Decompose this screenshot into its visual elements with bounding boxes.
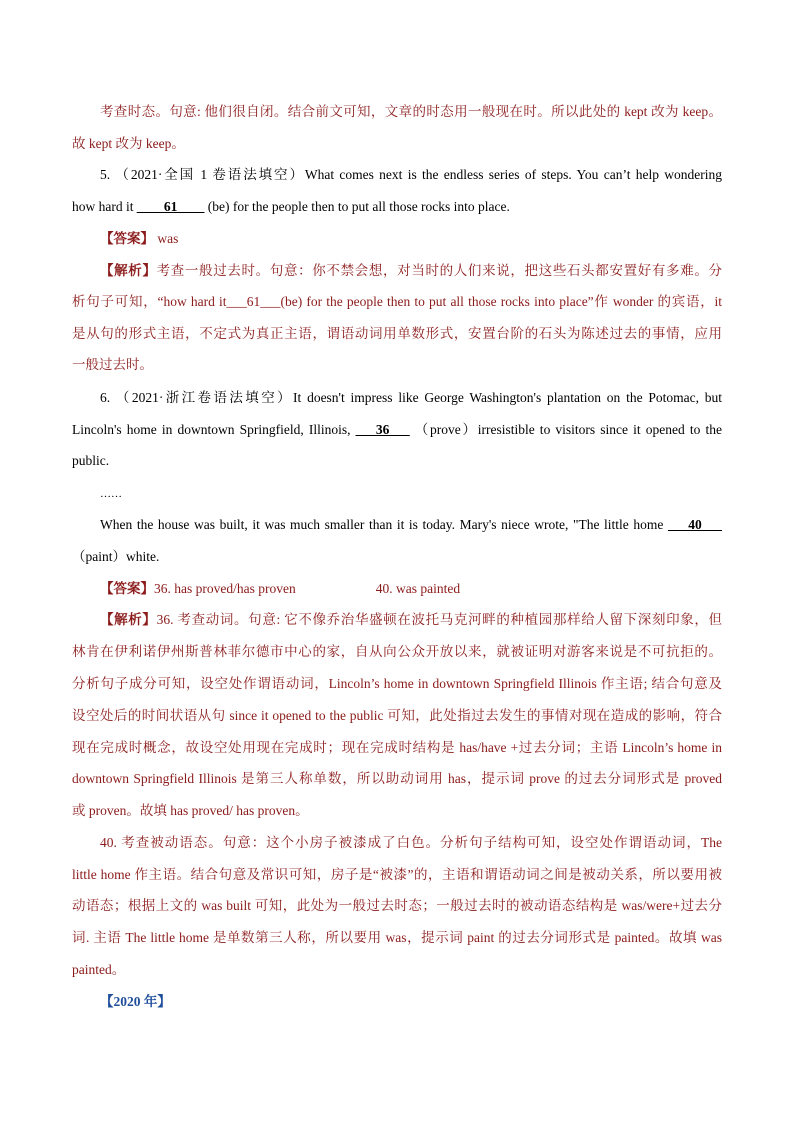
analysis-line [100,610,722,630]
analysis-line: 分析句子成分可知，设空处作谓语动词，Lincoln’s home in downtown Springfield Illinois 作主语; 结合句意及 [72,676,722,691]
analysis-line [100,261,722,281]
question-6-line-4 [100,515,722,535]
text-span: (be) for the people then to put all those rocks into place. [204,199,510,214]
answer-line [100,579,722,599]
question-5-line-2 [72,197,722,217]
analysis-line: 或 proven。故填 has proved/ has proven。 [72,803,309,818]
analysis-line: 是从句的形式主语，不定式为真正主语，谓语动词用单数形式，安置台阶的石头为陈述过去的事情，应用 [72,326,722,341]
blank-36: ___36___ [355,422,410,437]
blank-40: ___40___ [668,517,722,532]
question-6-line-2 [72,420,722,440]
answer-tag: 【答案】 [100,231,154,246]
analysis-tag: 【解析】 [100,612,157,627]
analysis-line: 设空处后的时间状语从句 since it opened to the public 可知，此处指过去发生的事情对现在造成的影响，符合 [72,708,722,723]
ellipsis: …… [100,488,122,500]
analysis-line: 词. 主语 The little home 是单数第三人称，所以要用 was，提示词 paint 的过去分词形式是 painted。故填 was [72,930,722,945]
section-heading-2020: 【2020 年】 [100,994,171,1009]
analysis-text: 36. 考查动词。句意: 它不像乔治华盛顿在波托马克河畔的种植园那样给人留下深刻印象，但 [156,612,722,627]
text-span: When the house was built, it was much smaller than it is today. Mary's niece wrote, "The little home [100,517,668,532]
text-span: （prove）irresistible to visitors since it opened to the [409,422,722,437]
analysis-line: little home 作主语。结合句意及常识可知，房子是“被漆”的，主语和谓语动词之间是被动关系，所以要用被 [72,867,722,882]
analysis-tag: 【解析】 [100,263,157,278]
analysis-line: 动语态；根据上文的 was built 可知，此处为一般过去时态；一般过去时的被动语态结构是 was/were+过去分 [72,898,722,913]
analysis-line: 现在完成时概念，故设空处用现在完成时；现在完成时结构是 has/have +过去分词；主语 Lincoln’s home in [72,740,722,755]
analysis-line: downtown Springfield Illinois 是第三人称单数，所以助动词用 has，提示词 prove 的过去分词形式是 proved [72,771,722,786]
text-line: 故 kept 改为 keep。 [72,136,185,151]
question-6-line-3: public. [72,453,110,468]
analysis-line: 林肯在伊利诺伊州斯普林菲尔德市中心的家，自从向公众开放以来，就被证明对游客来说是不可抗拒的。 [72,644,722,659]
question-5-line-1: 5. （2021·全国 1 卷语法填空）What comes next is the endless series of steps. You can’t help wondering [100,167,722,182]
answer-line [100,229,722,249]
question-6-line-5: （paint）white. [72,549,160,564]
text-span: Lincoln's home in downtown Springfield, Illinois, [72,422,356,437]
text-line: 考查时态。句意: 他们很自闭。结合前文可知，文章的时态用一般现在时。所以此处的 kept 改为 keep。 [100,104,722,119]
answer-tag: 【答案】 [100,581,154,596]
question-6-line-1: 6. （2021·浙江卷语法填空）It doesn't impress like George Washington's plantation on the Potomac, but [100,390,722,405]
blank-61: ____61____ [136,199,205,214]
analysis-text: 考查一般过去时。句意：你不禁会想，对当时的人们来说，把这些石头都安置好有多难。分 [156,263,722,278]
analysis-line: 析句子可知，“how hard it___61___(be) for the people then to put all those rocks into place”作 wonder 的宾语，it [72,294,722,309]
analysis-line: 一般过去时。 [72,357,153,372]
answer-text: 40. was painted [375,581,461,596]
text-span: how hard it [72,199,137,214]
answer-text: was [154,231,179,246]
analysis-line: 40. 考查被动语态。句意：这个小房子被漆成了白色。分析句子结构可知，设空处作谓语动词，The [100,835,722,850]
answer-text: 36. has proved/has proven [154,581,296,596]
analysis-line: painted。 [72,962,126,977]
